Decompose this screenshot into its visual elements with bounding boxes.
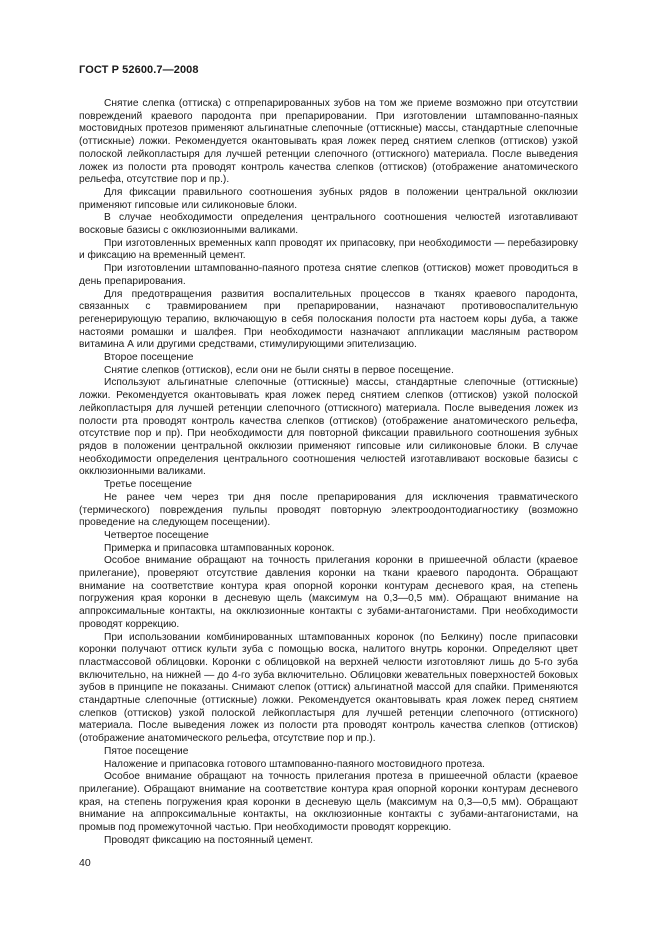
paragraph: При изготовленных временных капп проводят их припасовку, при необходимости — перебазировку и фиксацию на временный цемент. (79, 237, 578, 262)
document-body (79, 98, 578, 847)
paragraph: Используют альгинатные слепочные (оттискные) массы, стандартные слепочные (оттискные) ложки. Рекомендуется окантовывать края ложек перед снятием слепков (оттисков) узкой полоской лейкопластыря для лучшей ретенции слепочного (оттискного) материала. После выведения ложек из полости рта проводят контроль качества слепков (оттисков) (отображение анатомического рельефа, отсутствие пор и пр). При необходимости для повторной фиксации правильного соотношения зубных рядов в положении центральной окклюзии применяют гипсовые или силиконовые блоки. В случае необходимости определения центрального соотношения челюстей изготавливают восковые базисы с окклюзионными валиками. (79, 377, 578, 478)
section-heading-third-visit: Третье посещение (104, 479, 192, 491)
paragraph: Для предотвращения развития воспалительных процессов в тканях краевого пародонта, связанных с травмированием при препарировании, назначают противовоспалительную регенерирующую терапию, включающую в себя полоскания полости рта настоем коры дуба, а также настоями ромашки и шалфея. При необходимости назначают аппликации масляным раствором витамина А или другими средствами, стимулирующими эпителизацию. (79, 288, 578, 351)
paragraph: Особое внимание обращают на точность прилегания коронки в пришеечной области (краевое прилегание), проверяют отсутствие давления коронки на ткани краевого пародонта. Обращают внимание на соответствие контура края опорной коронки контурам десневого края, на степень погружения края коронки в десневую щель (максимум на 0,3—0,5 мм). Обращают внимание на аппроксимальные контакты, на окклюзионные контакты с зубами-антагонистами. При необходимости проводят коррекцию. (79, 555, 578, 630)
section-heading-fifth-visit: Пятое посещение (104, 745, 189, 757)
document-code-header: ГОСТ Р 52600.7—2008 (79, 64, 199, 76)
section-heading-fourth-visit: Четвертое посещение (104, 529, 209, 541)
paragraph: В случае необходимости определения центрального соотношения челюстей изготавливают восковые базисы с окклюзионными валиками. (79, 212, 578, 237)
page-number: 40 (79, 857, 91, 869)
paragraph: При использовании комбинированных штампованных коронок (по Белкину) после припасовки коронки получают оттиск культи зуба с помощью воска, налитого внутрь коронки. Определяют цвет пластмассовой облицовки. Коронки с облицовкой на верхней челюсти изготовляют лишь до 5-го зуба включительно, на нижней — до 4-го зуба включительно. Облицовки жевательных поверхностей боковых зубов в принципе не показаны. Снимают слепок (оттиск) альгинатной массой для спайки. Применяются стандартные слепочные (оттискные) ложки. Рекомендуется окантовывать края ложек перед снятием слепков (оттисков) узкой полоской лейкопластыря для лучшей ретенции слепочного (оттискного) материала. После выведения ложек из полости рта проводят контроль качества слепков (оттисков) (отображение анатомического рельефа, отсутствие пор и пр.). (79, 631, 578, 745)
paragraph: Снятие слепка (оттиска) с отпрепарированных зубов на том же приеме возможно при отсутствии повреждений краевого пародонта при препарировании. При изготовлении штампованно-паяных мостовидных протезов применяют альгинатные слепочные (оттискные) массы, стандартные слепочные (оттискные) ложки. Рекомендуется окантовывать края ложек перед снятием слепков (оттисков) узкой полоской лейкопластыря для лучшей ретенции слепочного (оттискного) материала. После выведения ложек из полости рта проводят контроль качества слепков (оттисков) (отображение анатомического рельефа, отсутствие пор и пр.). (79, 98, 578, 186)
paragraph: Не ранее чем через три дня после препарирования для исключения травматического (термического) повреждения пульпы проводят повторную электроодонтодиагностику (возможно проведение на следующем посещении). (79, 491, 578, 529)
paragraph: Наложение и припасовка готового штампованно-паяного мостовидного протеза. (104, 758, 485, 770)
section-heading-second-visit: Второе посещение (104, 352, 194, 364)
paragraph: При изготовлении штампованно-паяного протеза снятие слепков (оттисков) может проводиться в день препарирования. (79, 263, 578, 287)
paragraph: Проводят фиксацию на постоянный цемент. (104, 834, 314, 846)
paragraph: Особое внимание обращают на точность прилегания протеза в пришеечной области (краевое прилегание). Обращают внимание на соответствие контура края опорной коронки контурам десневого края, на степень погружения края коронки в десневую щель (максимум на 0,3—0,5 мм). Обращают внимание на аппроксимальные контакты, на окклюзионные контакты с зубами-антагонистами, на промыв под промежуточной частью. При необходимости проводят коррекцию. (79, 771, 578, 834)
paragraph: Снятие слепков (оттисков), если они не были сняты в первое посещение. (104, 364, 454, 376)
paragraph: Для фиксации правильного соотношения зубных рядов в положении центральной окклюзии применяют гипсовые или силиконовые блоки. (79, 186, 578, 211)
paragraph: Примерка и припасовка штампованных коронок. (104, 542, 335, 554)
